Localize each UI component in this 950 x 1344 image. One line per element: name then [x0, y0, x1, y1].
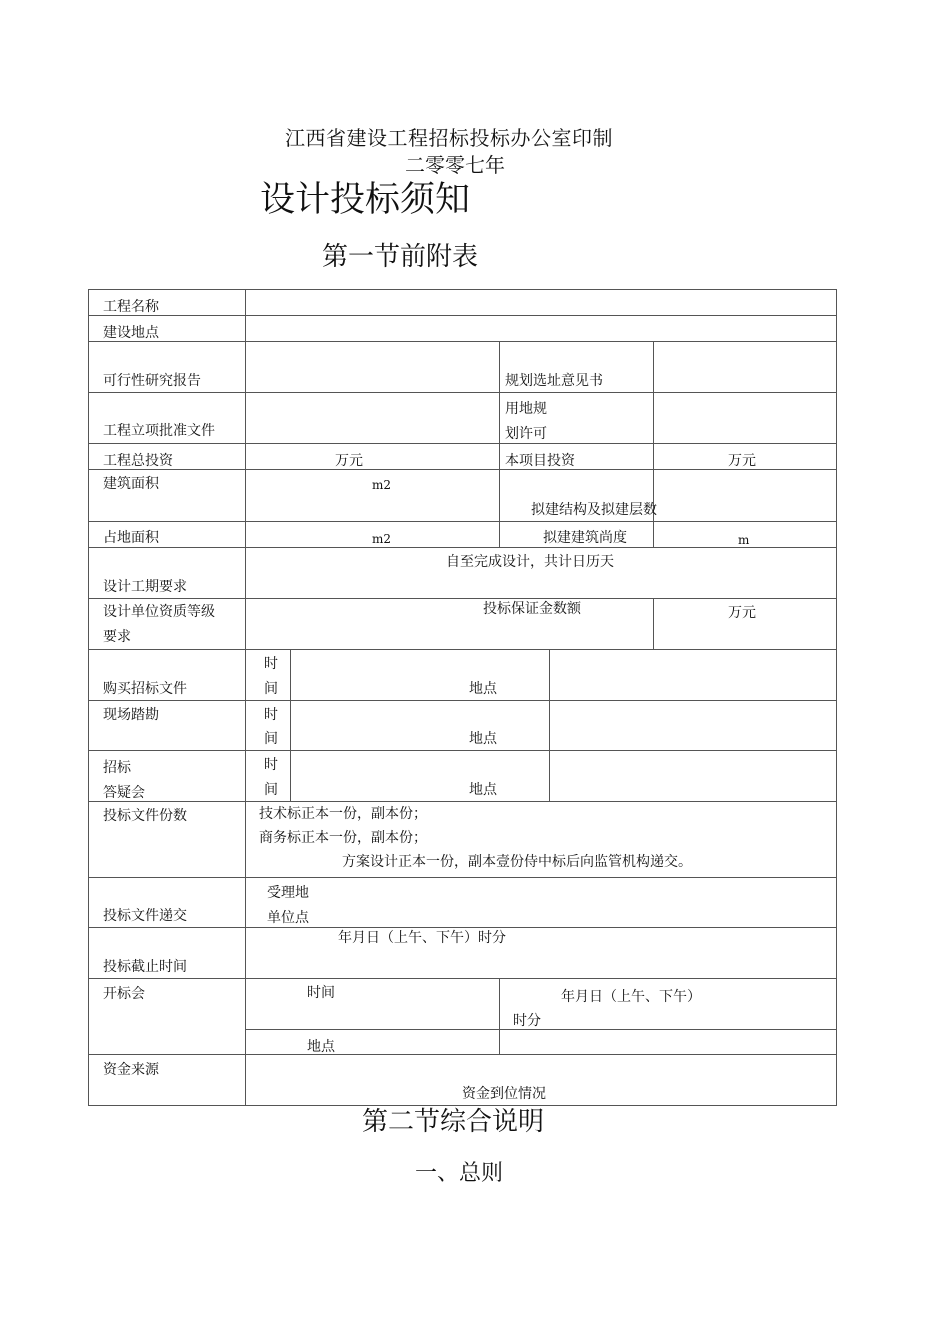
qa-meeting-time-cell[interactable]	[291, 751, 550, 802]
label-cell	[89, 802, 246, 878]
row-funding	[89, 1055, 837, 1106]
qa-meeting-location-cell[interactable]	[550, 751, 837, 802]
site-visit-location-cell[interactable]	[550, 701, 837, 751]
approval-value-cell[interactable]	[246, 393, 500, 444]
site-visit-time-cell[interactable]	[291, 701, 550, 751]
time-label-cell	[246, 650, 291, 701]
total-investment-unit: 万元	[335, 453, 363, 469]
this-investment-label: 本项目投资	[505, 453, 575, 469]
section-1-title: 第一节前附表	[322, 242, 479, 272]
buy-docs-location-cell[interactable]	[550, 650, 837, 701]
approval-label: 工程立项批准文件	[103, 423, 215, 439]
qa-meeting-label-line1: 招标	[103, 760, 131, 776]
row-build-location	[89, 316, 837, 342]
label-cell	[500, 393, 654, 444]
label-cell	[89, 470, 246, 522]
copies-label: 投标文件份数	[103, 808, 187, 824]
total-investment-label: 工程总投资	[103, 453, 173, 469]
opening-location-value-cell[interactable]	[500, 1030, 837, 1055]
building-height-value-cell[interactable]	[654, 522, 837, 548]
qualification-value-cell[interactable]	[246, 599, 654, 650]
row-copies	[89, 802, 837, 878]
land-area-value-cell[interactable]	[246, 522, 500, 548]
build-location-value-cell[interactable]	[246, 316, 837, 342]
structure-floors-value-cell[interactable]	[654, 470, 837, 522]
feasibility-value-cell[interactable]	[246, 342, 500, 393]
label-cell	[500, 522, 654, 548]
time-label-line2: 间	[264, 731, 278, 747]
this-investment-unit: 万元	[728, 453, 756, 469]
opening-time-value-cell[interactable]	[500, 979, 837, 1030]
time-label-line2: 间	[264, 782, 278, 798]
section-2-title: 第二节综合说明	[362, 1107, 545, 1137]
location-label: 地点	[469, 782, 497, 798]
accept-label-line1: 受理地	[267, 885, 309, 901]
time-label-cell	[246, 751, 291, 802]
build-location-label: 建设地点	[103, 325, 159, 341]
opening-location-label-cell	[246, 1030, 500, 1055]
label-cell	[89, 1055, 246, 1106]
qualification-label-line2: 要求	[103, 629, 131, 645]
design-period-value: 自至完成设计，共计日历天	[446, 554, 614, 570]
funding-value-cell[interactable]	[246, 1055, 837, 1106]
time-label-line1: 时	[264, 656, 278, 672]
row-deadline	[89, 928, 837, 979]
row-submission	[89, 878, 837, 928]
copies-tech-text: 技术标正本一份，副本份；	[259, 806, 427, 822]
row-project-name	[89, 290, 837, 316]
site-visit-label: 现场踏勘	[103, 707, 159, 723]
structure-floors-label: 拟建结构及拟建层数	[531, 502, 657, 518]
land-area-unit: m2	[372, 532, 392, 546]
label-cell	[89, 979, 246, 1055]
label-cell	[500, 470, 657, 522]
land-use-label-line2: 划许可	[505, 426, 547, 442]
row-buy-docs	[89, 650, 837, 701]
bid-bond-label: 投标保证金数额	[483, 601, 581, 617]
row-investment	[89, 444, 837, 470]
submission-value-cell[interactable]	[246, 878, 837, 928]
opening-time-label: 时间	[307, 985, 335, 1001]
building-area-label: 建筑面积	[103, 476, 159, 492]
funding-label: 资金来源	[103, 1062, 159, 1078]
deadline-value: 年月日（上午、下午）时分	[338, 930, 506, 946]
row-qa-meeting	[89, 751, 837, 802]
row-building-area	[89, 470, 837, 522]
label-cell	[89, 290, 246, 316]
building-area-unit: m2	[372, 478, 392, 492]
label-cell	[89, 393, 246, 444]
design-period-value-cell[interactable]	[246, 548, 837, 599]
row-approval	[89, 393, 837, 444]
time-label-line2: 间	[264, 681, 278, 697]
opening-time-value-line1: 年月日（上午、下午）	[561, 989, 701, 1005]
location-label: 地点	[469, 731, 497, 747]
building-area-value-cell[interactable]	[246, 470, 500, 522]
label-cell	[89, 751, 246, 802]
copies-biz-text: 商务标正本一份，副本份；	[259, 830, 427, 846]
land-use-value-cell[interactable]	[654, 393, 837, 444]
project-name-value-cell[interactable]	[246, 290, 837, 316]
bid-bond-unit: 万元	[728, 605, 756, 621]
buy-docs-time-cell[interactable]	[291, 650, 550, 701]
opening-time-value-line2: 时分	[513, 1013, 541, 1029]
row-opening-time	[89, 979, 837, 1030]
pre-attached-table	[88, 289, 837, 1106]
this-investment-value-cell[interactable]	[654, 444, 837, 470]
time-label-cell	[246, 701, 291, 751]
deadline-label: 投标截止时间	[103, 959, 187, 975]
submission-label: 投标文件递交	[103, 908, 187, 924]
project-name-label: 工程名称	[103, 299, 159, 315]
bid-bond-value-cell[interactable]	[654, 599, 837, 650]
label-cell	[89, 316, 246, 342]
section-2-subheading: 一、总则	[415, 1161, 504, 1186]
funding-status-label: 资金到位情况	[462, 1086, 546, 1102]
label-cell	[89, 522, 246, 548]
label-cell	[89, 444, 246, 470]
label-cell	[89, 701, 246, 751]
row-feasibility	[89, 342, 837, 393]
buy-docs-label: 购买招标文件	[103, 681, 187, 697]
site-selection-value-cell[interactable]	[654, 342, 837, 393]
opening-label: 开标会	[103, 986, 145, 1002]
issue-year: 二零零七年	[405, 153, 505, 177]
label-cell	[89, 878, 246, 928]
qa-meeting-label-line2: 答疑会	[103, 785, 145, 801]
design-period-label: 设计工期要求	[103, 579, 187, 595]
time-label-line1: 时	[264, 757, 278, 773]
label-cell	[500, 444, 654, 470]
time-label-line1: 时	[264, 707, 278, 723]
location-label: 地点	[469, 681, 497, 697]
issuing-office: 江西省建设工程招标投标办公室印制	[285, 126, 613, 150]
row-design-period	[89, 548, 837, 599]
land-area-label: 占地面积	[103, 530, 159, 546]
opening-time-label-cell	[246, 979, 500, 1030]
label-cell	[89, 548, 246, 599]
feasibility-label: 可行性研究报告	[103, 373, 201, 389]
copies-scheme-text: 方案设计正本一份，副本壹份侍中标后向监管机构递交。	[342, 854, 692, 870]
row-land-area	[89, 522, 837, 548]
building-height-unit: m	[738, 533, 750, 547]
label-cell	[89, 599, 246, 650]
label-cell	[89, 650, 246, 701]
row-qualification	[89, 599, 837, 650]
opening-location-label: 地点	[307, 1039, 335, 1055]
label-cell	[500, 342, 654, 393]
land-use-label-line1: 用地规	[505, 401, 547, 417]
qualification-label-line1: 设计单位资质等级	[103, 604, 215, 620]
copies-value-cell[interactable]	[246, 802, 837, 878]
site-selection-label: 规划选址意见书	[505, 373, 603, 389]
label-cell	[89, 928, 246, 979]
document-title: 设计投标须知	[260, 180, 471, 220]
accept-label-line2: 单位点	[267, 910, 309, 926]
total-investment-value-cell[interactable]	[246, 444, 500, 470]
deadline-value-cell[interactable]	[246, 928, 837, 979]
building-height-label: 拟建建筑尚度	[543, 530, 627, 546]
label-cell	[89, 342, 246, 393]
row-site-visit	[89, 701, 837, 751]
